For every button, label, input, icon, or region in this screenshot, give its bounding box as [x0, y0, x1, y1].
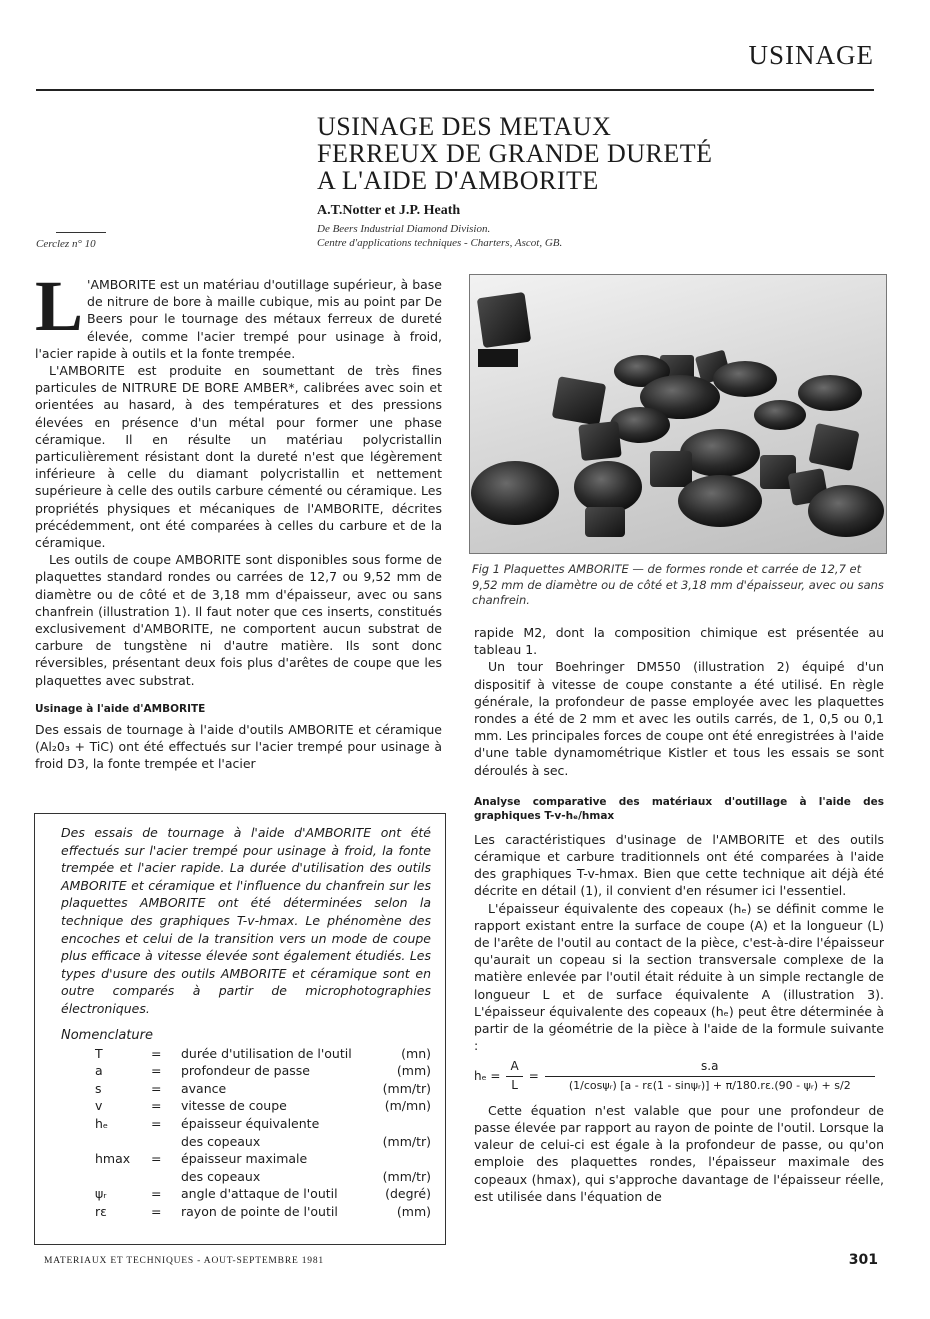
nomenclature-unit: (mm/tr): [382, 1080, 431, 1096]
nomenclature-unit: (mm/tr): [382, 1133, 431, 1149]
paragraph: Les caractéristiques d'usinage de l'AMBORITE et des outils céramique et carbure traditionnels ont été comparées à l'aide des graphiques T-v-hmax. Bien que cette technique ait déjà été décrite en détail (1), il convient d'en résumer ici l'essentiel.: [474, 831, 884, 899]
paragraph: Cette équation n'est valable que pour une profondeur de passe élevée par rapport au rayon de pointe de l'outil. Lorsque la valeur de celui-ci est égale à la profondeur de passe, ou qu'on emploie des plaquettes rondes, l'épaisseur maximale des copeaux (hmax), qui s'approche davantage de l'épaisseur réelle, est utilisée dans l'équation de: [474, 1102, 884, 1204]
fraction-denominator: (1/cosψᵣ) [a - rε(1 - sinψᵣ)] + π/180.rε.(90 - ψᵣ) + s/2: [568, 1078, 851, 1092]
nomenclature-row: [61, 1203, 431, 1221]
nomenclature-symbol: [61, 1168, 121, 1186]
nomenclature-unit: (mm): [396, 1063, 431, 1079]
authors: A.T.Notter et J.P. Heath: [317, 203, 461, 218]
nomenclature-row: [61, 1168, 431, 1186]
left-column: [35, 266, 442, 773]
affiliation-line: Centre d'applications techniques - Charters, Ascot, GB.: [317, 237, 563, 249]
amborite-inserts-image: [470, 275, 887, 554]
nomenclature-row: [61, 1133, 431, 1151]
article-title: [317, 113, 857, 194]
nomenclature-description: vitesse de coupe: [181, 1098, 287, 1114]
nomenclature-row: [61, 1045, 431, 1063]
nomenclature-description: avance: [181, 1080, 227, 1096]
paragraph: Un tour Boehringer DM550 (illustration 2) équipé d'un dispositif à vitesse de coupe constante a été utilisé. En règle générale, la profondeur de passe employée avec les plaquettes rondes a été de 2 mm et avec les outils carrés, de 1, 0,5 ou 0,1 mm. Les principales forces de coupe ont été enregistrées à l'aide d'une table dynamométrique Kistler et tous les essais se sont déroulés à sec.: [474, 659, 884, 778]
paragraph: rapide M2, dont la composition chimique est présentée au tableau 1.: [474, 625, 884, 658]
nomenclature-symbol: s: [95, 1080, 102, 1096]
nomenclature-symbol: rε: [95, 1203, 107, 1219]
section-heading: Usinage à l'aide d'AMBORITE: [35, 702, 206, 715]
nomenclature-row: [61, 1150, 431, 1168]
nomenclature-row: [61, 1115, 431, 1133]
affiliation-line: De Beers Industrial Diamond Division.: [317, 223, 491, 235]
abstract-box: [34, 813, 446, 1245]
fraction-a-over-l: [506, 1058, 522, 1093]
title-line: A L'AIDE D'AMBORITE: [317, 166, 599, 195]
nomenclature-equals: =: [151, 1203, 162, 1219]
paragraph: L'AMBORITE est produite en soumettant de très fines particules de NITRURE DE BORE AMBER*, calibrées avec soin et orientées au hasard, à des températures et des pressions élevées en présence d'un métal pour former une phase céramique. Il en résulte un matériau polycristallin particulièrement résistant dont la dureté n'est que légèrement inférieure à celle du diamant polycristallin et nettement supérieure à celle des outils carbure cémenté ou céramique. Les propriétés physiques et mécaniques de l'AMBORITE, décrites précédemment, ont été comparées à celles du carbure et de la céramique.: [35, 363, 442, 551]
nomenclature-description: des copeaux: [181, 1168, 261, 1184]
formula: [474, 1058, 884, 1093]
nomenclature-description: profondeur de passe: [181, 1063, 310, 1079]
nomenclature-description: rayon de pointe de l'outil: [181, 1203, 338, 1219]
nomenclature-unit: (m/mn): [384, 1098, 431, 1114]
figure-caption: Fig 1 Plaquettes AMBORITE — de formes ronde et carrée de 12,7 et 9,52 mm de diamètre ou de côté et 3,18 mm d'épaisseur, avec ou sans chanfrein.: [472, 562, 884, 607]
title-line: USINAGE DES METAUX: [317, 112, 612, 141]
affiliation: [317, 222, 562, 250]
nomenclature-title: Nomenclature: [61, 1027, 153, 1043]
section-heading: Analyse comparative des matériaux d'outillage à l'aide des graphiques T-v-hₑ/hmax: [474, 795, 884, 822]
formula-lhs: hₑ =: [474, 1068, 501, 1083]
nomenclature-equals: =: [151, 1098, 162, 1114]
fraction-numerator: s.a: [545, 1058, 875, 1076]
figure-photo: [469, 274, 887, 554]
nomenclature-symbol: [61, 1133, 121, 1151]
nomenclature-symbol: ψᵣ: [95, 1186, 107, 1202]
abstract-text: Des essais de tournage à l'aide d'AMBORITE ont été effectués sur l'acier trempé pour usinage à froid, la fonte trempée et l'acier rapide. La durée d'utilisation des outils AMBORITE et céramique et l'influence du chanfrein sur les plaquettes AMBORITE ont été déterminées selon la technique des graphiques T-v-hmax. Le phénomène des encoches et celui de la transition vers un mode de coupe plus efficace à vitesse élevée sont également étudiés. Les types d'usure des outils AMBORITE et céramique sont en outre comparés à partir de microphotographies électroniques.: [61, 825, 431, 1016]
paragraph: [35, 266, 442, 362]
nomenclature-unit: (mm): [396, 1203, 431, 1219]
nomenclature-unit: (degré): [385, 1186, 431, 1202]
right-column: [474, 624, 884, 1205]
nomenclature-description: épaisseur équivalente: [181, 1115, 320, 1131]
nomenclature-equals: =: [151, 1080, 162, 1096]
fraction-main: [545, 1058, 875, 1093]
paragraph: L'épaisseur équivalente des copeaux (hₑ) se définit comme le rapport existant entre la surface de coupe (A) et la longueur (L) de l'arête de l'outil au contact de la pièce, c'est-à-dire l'épaisseur qu'aurait un copeau si la section transversale complexe de la matière enlevée par l'outil était réduite à un simple rectangle de longueur L et de surface équivalente A (illustration 3). L'épaisseur équivalente des copeaux (hₑ) peut être déterminée à partir de la géométrie de la pièce à l'aide de la formule suivante :: [474, 900, 884, 1054]
nomenclature-symbol: v: [95, 1098, 103, 1114]
nomenclature-description: des copeaux: [181, 1133, 261, 1149]
nomenclature-equals: =: [151, 1045, 162, 1061]
nomenclature-equals: [121, 1168, 181, 1186]
paragraph: Les outils de coupe AMBORITE sont disponibles sous forme de plaquettes standard rondes ou carrées de 12,7 ou 9,52 mm de diamètre ou de côté et de 3,18 mm d'épaisseur, avec ou sans chanfrein (illustration 1). Il faut noter que ces inserts, constitués exclusivement d'AMBORITE, ne comportent aucun substrat de carbure de tungstène ni d'autre matière. Ils sont donc réversibles, présentant deux fois plus d'arêtes de coupe que les plaquettes avec substrat.: [35, 552, 442, 688]
nomenclature-symbol: a: [95, 1063, 103, 1079]
nomenclature-equals: [121, 1133, 181, 1151]
nomenclature-unit: [375, 1115, 431, 1133]
nomenclature-symbol: T: [95, 1045, 103, 1061]
title-line: FERREUX DE GRANDE DURETÉ: [317, 139, 713, 168]
nomenclature-row: [61, 1185, 431, 1203]
page-number: 301: [848, 1252, 878, 1268]
nomenclature-equals: =: [151, 1186, 162, 1202]
nomenclature-equals: =: [151, 1115, 162, 1131]
nomenclature-row: [61, 1097, 431, 1115]
header-rule: [36, 89, 874, 91]
nomenclature-symbol: hmax: [95, 1151, 131, 1167]
circlez-rule: [56, 232, 106, 233]
nomenclature-unit: (mn): [401, 1045, 431, 1061]
drop-cap: L: [35, 266, 84, 346]
nomenclature-description: épaisseur maximale: [181, 1151, 308, 1167]
nomenclature-unit: (mm/tr): [382, 1168, 431, 1184]
formula-equals: =: [528, 1068, 539, 1083]
nomenclature-list: [61, 1045, 431, 1221]
paragraph-text: 'AMBORITE est un matériau d'outillage supérieur, à base de nitrure de bore à maille cubique, mis au point par De Beers pour le tournage des métaux ferreux de dureté élevée, comme l'acier trempé pour usinage à froid, l'acier rapide à outils et la fonte trempée.: [35, 277, 442, 361]
fraction-denominator: L: [511, 1077, 518, 1092]
running-head: USINAGE: [748, 40, 874, 70]
reader-service-number: Cerclez n° 10: [36, 238, 96, 250]
nomenclature-unit: [375, 1150, 431, 1168]
nomenclature-row: [61, 1062, 431, 1080]
nomenclature-symbol: hₑ: [95, 1115, 109, 1131]
nomenclature-equals: =: [151, 1063, 162, 1079]
nomenclature-equals: =: [151, 1151, 162, 1167]
journal-footer: MATERIAUX ET TECHNIQUES - AOUT-SEPTEMBRE 1981: [44, 1256, 324, 1266]
nomenclature-row: [61, 1080, 431, 1098]
nomenclature-description: angle d'attaque de l'outil: [181, 1186, 338, 1202]
paragraph: Des essais de tournage à l'aide d'outils AMBORITE et céramique (Al₂0₃ + TiC) ont été effectués sur l'acier trempé pour usinage à froid D3, la fonte trempée et l'acier: [35, 722, 442, 772]
nomenclature-description: durée d'utilisation de l'outil: [181, 1045, 352, 1061]
fraction-numerator: A: [506, 1058, 522, 1076]
